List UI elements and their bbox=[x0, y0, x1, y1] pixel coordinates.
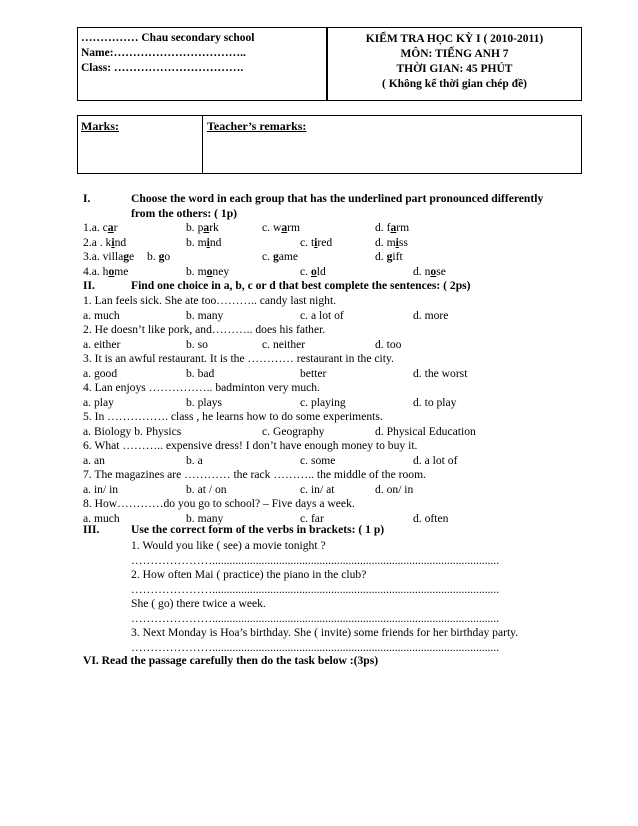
exam-title: KIỂM TRA HỌC KỲ I ( 2010-2011) bbox=[365, 33, 544, 45]
section1-title-line1: Choose the word in each group that has the underlined part pronounced differently bbox=[131, 192, 544, 205]
word-prefix: 3.a. villa bbox=[83, 250, 124, 263]
verb-question: 3. Next Monday is Hoa’s birthday. She ( invite) some friends for her birthday party. bbox=[131, 626, 519, 639]
answer-option: b. bad bbox=[186, 366, 215, 380]
underlined-letter: g bbox=[123, 250, 130, 263]
underlined-letter: o bbox=[430, 264, 437, 278]
word-suffix: red bbox=[317, 235, 333, 249]
answer-option: c. far bbox=[300, 511, 324, 525]
answer-option: b. so bbox=[186, 337, 208, 351]
word-option bbox=[375, 250, 403, 264]
word-prefix: c. t bbox=[300, 235, 315, 249]
word-option bbox=[375, 236, 408, 250]
word-suffix: rk bbox=[209, 221, 219, 234]
word-prefix: d. m bbox=[375, 235, 396, 249]
time-line: THỜI GIAN: 45 PHÚT bbox=[396, 63, 513, 75]
word-option bbox=[83, 265, 128, 279]
answer-option: a. play bbox=[83, 395, 114, 409]
word-suffix: nd bbox=[209, 235, 222, 249]
answer-option: b. many bbox=[186, 308, 224, 322]
word-option bbox=[147, 250, 170, 264]
section3-number: III. bbox=[83, 523, 100, 536]
answer-option: d. too bbox=[375, 337, 402, 351]
question-text: 8. How…………do you go to school? – Five days a week. bbox=[83, 497, 355, 510]
word-suffix: me bbox=[114, 264, 129, 278]
answer-option: a. much bbox=[83, 511, 120, 525]
word-suffix: e bbox=[129, 250, 135, 263]
name-line: Name:…………………………….. bbox=[81, 47, 246, 59]
answer-option: b. at / on bbox=[186, 482, 227, 496]
answer-option: b. many bbox=[186, 511, 224, 525]
question-text: 1. Lan feels sick. She ate too……….. candy last night. bbox=[83, 294, 337, 307]
word-suffix: rm bbox=[396, 221, 410, 234]
verb-question: 1. Would you like ( see) a movie tonight ? bbox=[131, 539, 326, 552]
word-prefix: d. bbox=[375, 250, 387, 263]
word-option bbox=[262, 250, 298, 264]
marks-box bbox=[77, 115, 582, 174]
answer-option: better bbox=[300, 366, 327, 380]
word-suffix: se bbox=[436, 264, 446, 278]
word-suffix: ld bbox=[316, 264, 326, 278]
question-text: 7. The magazines are ………… the rack ……….. the middle of the room. bbox=[83, 468, 426, 481]
word-prefix: c. bbox=[262, 250, 273, 263]
word-option bbox=[375, 221, 409, 235]
answer-option: b. plays bbox=[186, 395, 223, 409]
answer-option: c. a lot of bbox=[300, 308, 344, 322]
word-prefix: b. m bbox=[186, 264, 207, 278]
word-prefix: 4.a. h bbox=[83, 264, 109, 278]
word-option bbox=[83, 221, 117, 235]
word-suffix: ame bbox=[278, 250, 299, 263]
exam-info-box bbox=[327, 27, 582, 101]
underlined-letter: g bbox=[386, 250, 393, 263]
answer-option: a. good bbox=[83, 366, 118, 380]
word-prefix: c. w bbox=[262, 221, 282, 234]
question-text: 4. Lan enjoys …………….. badminton very much. bbox=[83, 381, 320, 394]
answer-option: d. on/ in bbox=[375, 482, 414, 496]
underlined-letter: i bbox=[395, 235, 399, 249]
section4-title: VI. Read the passage carefully then do the task below :(3ps) bbox=[83, 654, 379, 667]
section3-title: Use the correct form of the verbs in brackets: ( 1 p) bbox=[131, 523, 385, 536]
answer-option: c. Geography bbox=[262, 424, 325, 438]
section2-title: Find one choice in a, b, c or d that best complete the sentences: ( 2ps) bbox=[131, 279, 471, 292]
answer-option: b. a bbox=[186, 453, 203, 467]
word-prefix: 1.a. c bbox=[83, 221, 108, 234]
question-text: 6. What ……….. expensive dress! I don’t have enough money to buy it. bbox=[83, 439, 418, 452]
school-line: …………… Chau secondary school bbox=[81, 32, 255, 44]
answer-line: …………………................................................................................................... bbox=[131, 582, 500, 596]
word-option bbox=[186, 265, 229, 279]
word-prefix: b. bbox=[147, 250, 159, 263]
answer-option: c. some bbox=[300, 453, 336, 467]
underlined-letter: o bbox=[108, 264, 115, 278]
section1-title-line2: from the others: ( 1p) bbox=[131, 207, 238, 220]
word-prefix: b. m bbox=[186, 235, 207, 249]
verb-question: She ( go) there twice a week. bbox=[131, 597, 266, 610]
answer-option: a. either bbox=[83, 337, 121, 351]
answer-option: d. more bbox=[413, 308, 449, 322]
answer-line: …………………................................................................................................... bbox=[131, 640, 500, 654]
answer-option: d. to play bbox=[413, 395, 457, 409]
word-prefix: d. f bbox=[375, 221, 391, 234]
word-suffix: r bbox=[113, 221, 118, 234]
answer-option: c. neither bbox=[262, 337, 306, 351]
section2-number: II. bbox=[83, 279, 95, 292]
note-line: ( Không kể thời gian chép đề) bbox=[381, 78, 528, 90]
answer-option: a. in/ in bbox=[83, 482, 119, 496]
word-option bbox=[300, 265, 326, 279]
remarks-label: Teacher’s remarks: bbox=[207, 119, 307, 133]
underlined-letter: a bbox=[107, 221, 114, 234]
word-suffix: ney bbox=[212, 264, 230, 278]
marks-divider bbox=[202, 116, 203, 173]
answer-option: d. a lot of bbox=[413, 453, 458, 467]
answer-option: d. often bbox=[413, 511, 449, 525]
underlined-letter: i bbox=[314, 235, 318, 249]
word-option bbox=[300, 236, 332, 250]
underlined-letter: a bbox=[390, 221, 397, 234]
word-option bbox=[186, 221, 219, 235]
subject-line: MÔN: TIẾNG ANH 7 bbox=[400, 48, 509, 60]
word-prefix: d. n bbox=[413, 264, 431, 278]
word-suffix: nd bbox=[114, 235, 127, 249]
underlined-letter: g bbox=[158, 250, 165, 263]
word-option bbox=[83, 236, 126, 250]
word-prefix: 2.a . k bbox=[83, 235, 112, 249]
word-prefix: b. p bbox=[186, 221, 204, 234]
question-text: 2. He doesn’t like pork, and……….. does his father. bbox=[83, 323, 326, 336]
school-info-box bbox=[77, 27, 327, 101]
class-line: Class: ……………………………. bbox=[81, 62, 244, 74]
underlined-letter: g bbox=[272, 250, 279, 263]
word-option bbox=[83, 250, 134, 264]
word-option bbox=[186, 236, 221, 250]
answer-option: c. playing bbox=[300, 395, 346, 409]
question-text: 5. In ……………. class , he learns how to do some experiments. bbox=[83, 410, 383, 423]
answer-line: …………………................................................................................................... bbox=[131, 553, 500, 567]
word-option bbox=[413, 265, 446, 279]
answer-option: a. much bbox=[83, 308, 120, 322]
word-prefix: c. bbox=[300, 264, 311, 278]
word-option bbox=[262, 221, 300, 235]
word-suffix: rm bbox=[287, 221, 301, 234]
underlined-letter: a bbox=[203, 221, 210, 234]
answer-option: a. Biology b. Physics bbox=[83, 424, 182, 438]
section1-number: I. bbox=[83, 192, 91, 205]
question-text: 3. It is an awful restaurant. It is the ………… restaurant in the city. bbox=[83, 352, 394, 365]
underlined-letter: i bbox=[111, 235, 115, 249]
underlined-letter: o bbox=[310, 264, 317, 278]
answer-option: d. the worst bbox=[413, 366, 468, 380]
answer-line: …………………................................................................................................... bbox=[131, 611, 500, 625]
underlined-letter: i bbox=[206, 235, 210, 249]
answer-option: c. in/ at bbox=[300, 482, 335, 496]
marks-label: Marks: bbox=[81, 119, 119, 133]
answer-option: a. an bbox=[83, 453, 105, 467]
word-suffix: ss bbox=[398, 235, 408, 249]
underlined-letter: o bbox=[206, 264, 213, 278]
verb-question: 2. How often Mai ( practice) the piano in the club? bbox=[131, 568, 367, 581]
answer-option: d. Physical Education bbox=[375, 424, 476, 438]
underlined-letter: a bbox=[281, 221, 288, 234]
word-suffix: ift bbox=[392, 250, 403, 263]
word-suffix: o bbox=[164, 250, 171, 263]
